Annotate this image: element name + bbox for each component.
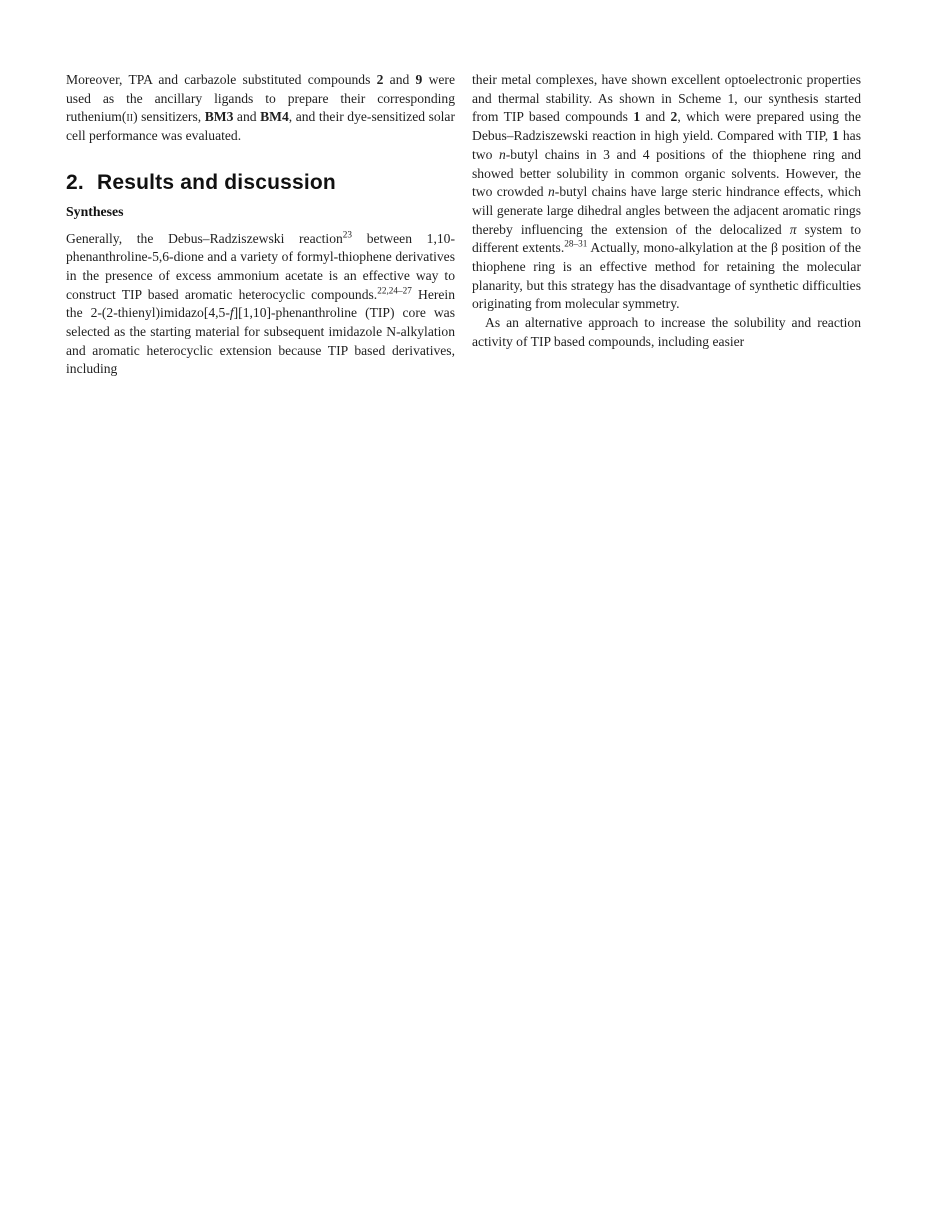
text-run: n <box>498 146 506 162</box>
text-run: 28–31 <box>564 238 588 249</box>
section-heading <box>66 172 455 193</box>
text-run: and <box>383 72 416 87</box>
text-run: Moreover, TPA and carbazole substituted compounds <box>66 72 377 87</box>
two-column-layout <box>66 71 861 379</box>
section-number: 2. <box>66 170 84 194</box>
text-run: f <box>229 305 234 321</box>
text-run: 2 <box>376 72 384 87</box>
right-column <box>472 71 861 379</box>
text-run: π <box>789 221 797 237</box>
text-run: were used as the ancillary ligands to prepare their corresponding ruthenium( <box>66 72 455 125</box>
text-run: , and their dye-sensitized solar cell performance was evaluated. <box>66 109 455 144</box>
text-run: Herein the 2-(2-thienyl)imidazo[4,5- <box>66 286 455 321</box>
paragraph-their-metal-complexes <box>472 71 861 314</box>
paragraph-generally <box>66 230 455 380</box>
paragraph-moreover <box>66 71 455 146</box>
text-run: Generally, the Debus–Radziszewski reaction <box>66 230 343 246</box>
text-run: ) sensitizers, <box>133 109 205 125</box>
section-title: Results and discussion <box>97 170 336 194</box>
text-run: -butyl chains have large steric hindrance effects, which will generate large dihedral angles between the adjacent aromatic rings thereby influencing the extension of the delocalized <box>472 184 861 237</box>
left-column <box>66 71 455 379</box>
text-run: ][1,10]-phenanthroline (TIP) core was selected as the starting material for subsequent imidazole N-alkylation and aromatic heterocyclic extension because TIP based derivatives, including <box>66 305 455 377</box>
text-run: As an alternative approach to increase the solubility and reaction activity of TIP based compounds, including easier <box>472 315 861 349</box>
text-run: 1 <box>633 109 641 125</box>
paragraph-as-an-alternative <box>472 314 861 351</box>
text-run: 2 <box>670 109 678 125</box>
text-run: ii <box>126 109 134 125</box>
text-run: 9 <box>415 72 423 87</box>
text-run: their metal complexes, have shown excellent optoelectronic properties and thermal stability. As shown in Scheme 1, our synthesis started from TIP based compounds <box>472 72 861 125</box>
text-run: Actually, mono-alkylation at the β position of the thiophene ring is an effective method for retaining the molecular planarity, but this strategy has the disadvantage of synthetic difficulties originating from molecular symmetry. <box>472 240 862 312</box>
subsection-heading-syntheses: Syntheses <box>66 203 124 219</box>
text-run: BM4 <box>260 109 289 125</box>
text-run: BM3 <box>204 109 234 125</box>
text-run: between 1,10-phenanthroline-5,6-dione and a variety of formyl-thiophene derivatives in the presence of excess ammonium acetate is an effective way to construct TIP based aromatic heterocyclic compounds. <box>66 230 455 302</box>
text-run: and <box>233 109 261 125</box>
text-run: 22,24–27 <box>377 285 412 296</box>
text-run: has two <box>472 128 861 162</box>
text-run: -butyl chains in 3 and 4 positions of the thiophene ring and showed better solubility in common organic solvents. However, the two crowded <box>472 146 861 200</box>
text-run: n <box>548 184 555 200</box>
text-run: 1 <box>832 128 839 144</box>
text-run: and <box>640 109 671 125</box>
text-run: 23 <box>342 228 353 239</box>
text-run: , which were prepared using the Debus–Radziszewski reaction in high yield. Compared with TIP, <box>472 109 861 144</box>
text-run: system to different extents. <box>472 221 861 256</box>
